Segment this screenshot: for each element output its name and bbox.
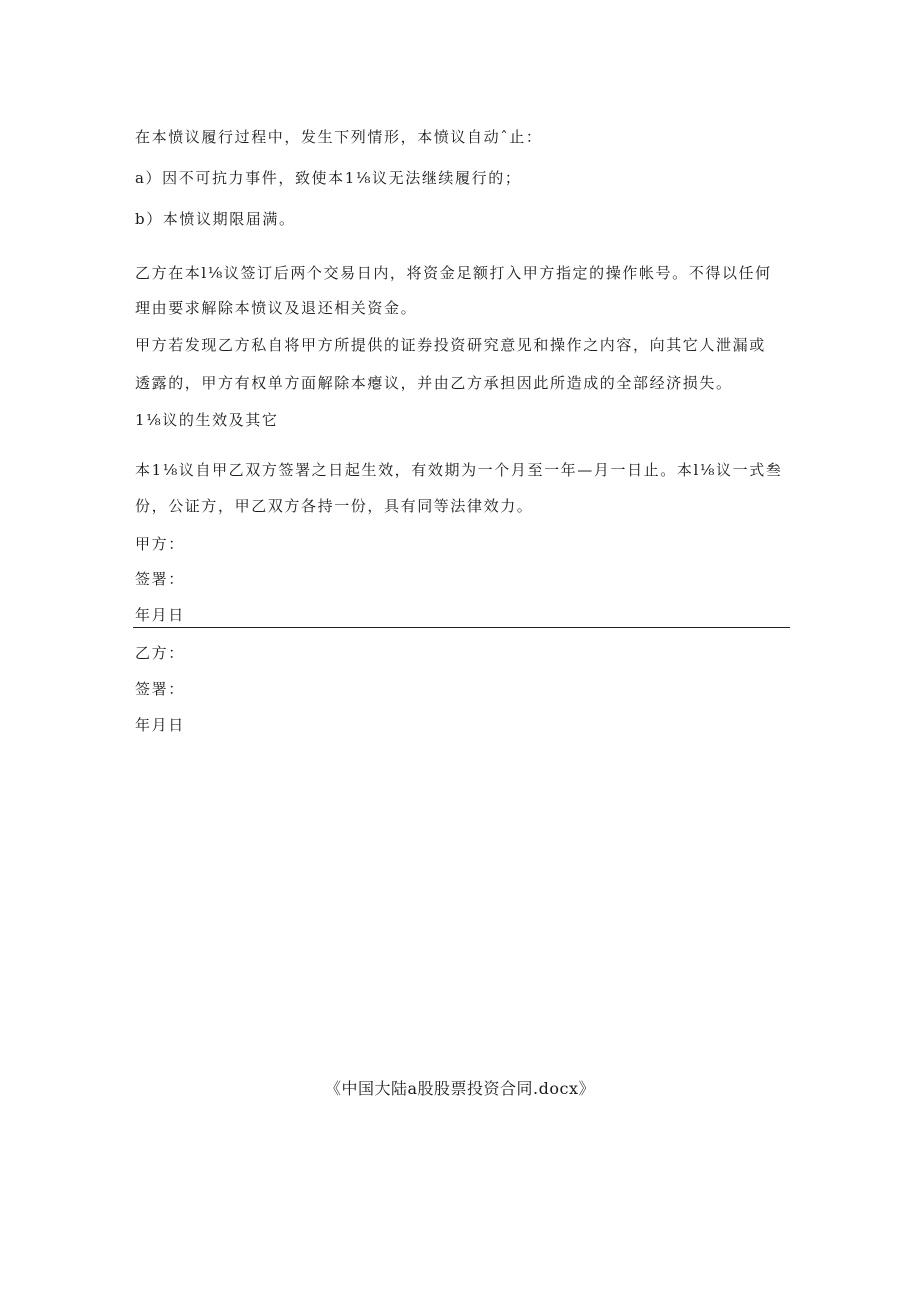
paragraph-item-a: a）因不可抗力事件，致使本1⅛议无法继续履行的； [135,169,522,187]
paragraph-funds-line-2: 理由要求解除本愤议及退还相关资金。 [135,299,418,317]
paragraph-funds-line-1: 乙方在本l⅛议签订后两个交易日内，将资金足额打入甲方指定的操作帐号。不得以任何 [135,264,772,282]
party-b-label: 乙方： [135,644,185,662]
party-a-date: 年月日 [135,606,185,624]
paragraph-effective-line-2: 份，公证方，甲乙双方各持一份，具有同等法律效力。 [135,497,534,515]
party-a-signature: 签署： [135,570,185,588]
paragraph-termination-intro: 在本愤议履行过程中，发生下列情形，本愤议自动ˆ止： [135,128,543,146]
paragraph-item-b: b）本愤议期限届满。 [135,210,296,228]
document-footer-filename: 《中国大陆a股股票投资合同.docx》 [325,1079,595,1098]
paragraph-leak-line-2: 透露的，甲方有权单方面解除本瘪议，并由乙方承担因此所造成的全部经济损失。 [135,374,733,392]
party-a-label: 甲方： [135,535,185,553]
section-heading-effectiveness: 1⅛议的生效及其它 [135,411,279,429]
paragraph-effective-line-1: 本1⅛议自甲乙双方签署之日起生效，有效期为一个月至一年—月一日止。本l⅛议一式叁 [135,461,783,479]
paragraph-leak-line-1: 甲方若发现乙方私自将甲方所提供的证券投资研究意见和操作之内容，向其它人泄漏或 [135,336,766,354]
separator-line [133,627,790,628]
party-b-signature: 签署： [135,680,185,698]
party-b-date: 年月日 [135,716,185,734]
